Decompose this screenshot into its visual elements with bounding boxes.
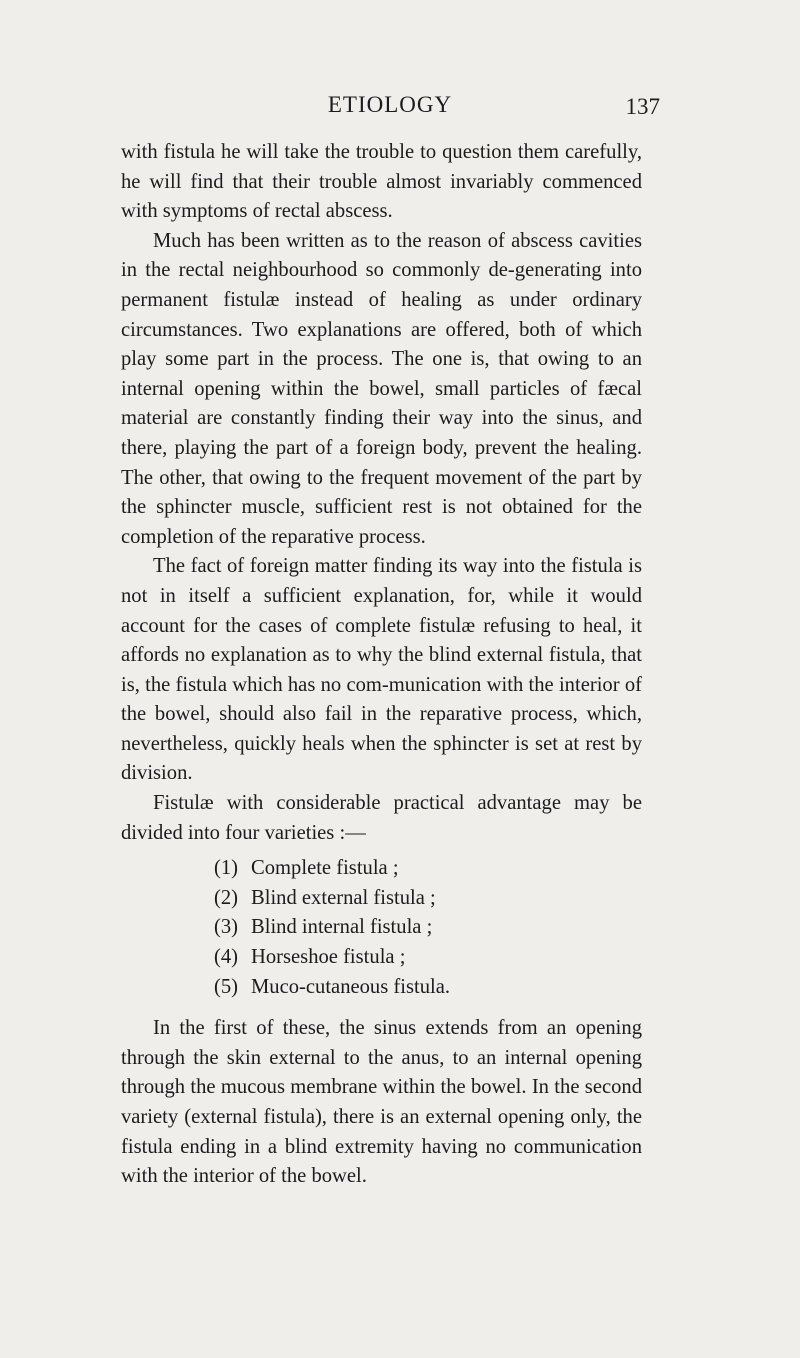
list-item [214,854,642,884]
list-item-text: Blind external fistula ; [251,886,436,909]
varieties-list [121,854,642,1002]
paragraph-varieties-intro: Fistulæ with considerable practical advantage may be divided into four varieties :— [121,792,642,844]
list-item-number: (3) [214,916,239,939]
list-item-number: (5) [214,975,239,998]
paragraph-abscess-explanations: Much has been written as to the reason of abscess cavities in the rectal neighbourhood so commonly de-generating into permanent fistulæ instead of healing as under ordinary circumstances. Two explanations are offered, both of which play some part in the process. The one is, that owing to an internal opening within the bowel, small particles of fæcal material are constantly finding their way into the sinus, and there, playing the part of a foreign body, prevent the healing. The other, that owing to the frequent movement of the part by the sphincter muscle, sufficient rest is not obtained for the completion of the reparative process. [121,229,642,548]
list-item-number: (2) [214,886,239,909]
list-item [214,973,642,1003]
list-item-text: Muco-cutaneous fistula. [251,975,451,998]
paragraph-foreign-matter: The fact of foreign matter finding its way into the fistula is not in itself a sufficient explanation, for, while it would account for the cases of complete fistulæ refusing to heal, it affords no explanation as to why the blind external fistula, that is, the fistula which has no com-munication with the interior of the bowel, should also fail in the reparative process, which, nevertheless, quickly heals when the sphincter is set at rest by division. [121,555,642,785]
list-item-number: (4) [214,946,239,969]
list-item-text: Complete fistula ; [251,857,399,880]
list-item [214,884,642,914]
running-title: ETIOLOGY [327,92,453,117]
list-item [214,913,642,943]
list-item-text: Blind internal fistula ; [251,916,433,939]
running-head [120,92,660,126]
paragraph-first-variety: In the first of these, the sinus extends from an opening through the skin external to the anus, to an internal opening through the mucous membrane within the bowel. In the second variety (external fistula), there is an external opening only, the fistula ending in a blind extremity having no communication with the interior of the bowel. [121,1017,642,1188]
paragraph-continuation: with fistula he will take the trouble to question them carefully, he will find that their trouble almost invariably commenced with symptoms of rectal abscess. [121,141,642,223]
list-item-text: Horseshoe fistula ; [251,946,406,969]
list-item-number: (1) [214,857,239,880]
list-item [214,943,642,973]
body-text [121,138,642,1192]
page-number: 137 [625,94,660,119]
